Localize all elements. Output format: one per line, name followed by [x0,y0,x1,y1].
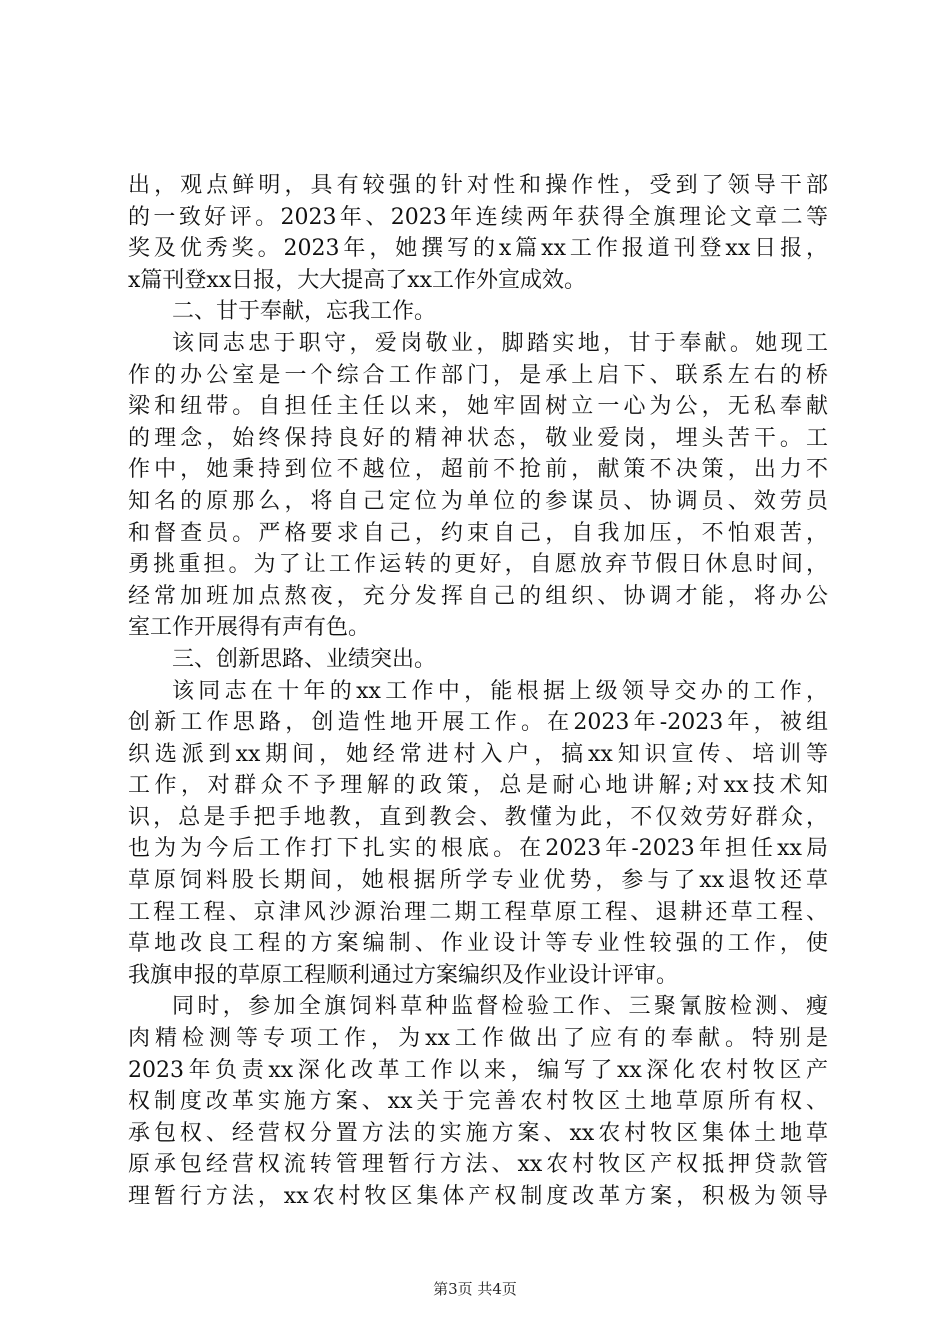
text-line: 工作，对群众不予理解的政策，总是耐心地讲解;对xx技术知 [128,773,828,799]
text-line: 出，观点鲜明，具有较强的针对性和操作性，受到了领导干部 [128,173,828,198]
text-line: 识，总是手把手地教，直到教会、教懂为此，不仅效劳好群众， [128,804,828,830]
text-line: 室工作开展得有声有色。 [128,615,371,641]
text-line: 勇挑重担。为了让工作运转的更好，自愿放弃节假日休息时间， [128,552,828,578]
text-line: 该同志在十年的xx工作中，能根据上级领导交办的工作， [172,678,828,704]
section-heading: 三、创新思路、业绩突出。 [172,646,437,672]
text-line: 梁和纽带。自担任主任以来，她牢固树立一心为公，无私奉献 [128,394,828,420]
text-line: 2023年负责xx深化改革工作以来，编写了xx深化农村牧区产 [128,1057,828,1083]
text-line: 工程工程、京津风沙源治理二期工程草原工程、退耕还草工程、 [128,899,828,925]
text-line: 知名的原那么，将自己定位为单位的参谋员、协调员、效劳员 [128,488,828,514]
text-line: 创新工作思路，创造性地开展工作。在2023年-2023年，被组 [128,710,828,736]
text-line: 我旗申报的草原工程顺利通过方案编织及作业设计评审。 [128,962,679,988]
text-line: 同时，参加全旗饲料草种监督检验工作、三聚氰胺检测、瘦 [172,994,828,1020]
text-line: 草地改良工程的方案编制、作业设计等专业性较强的工作，使 [128,931,828,957]
text-line: 的理念，始终保持良好的精神状态，敬业爱岗，埋头苦干。工 [128,425,828,451]
document-body [128,170,828,1213]
text-line: 肉精检测等专项工作，为xx工作做出了应有的奉献。特别是 [128,1026,828,1052]
text-line: 作中，她秉持到位不越位，超前不抢前，献策不决策，出力不 [128,457,828,483]
text-line: 和督查员。严格要求自己，约束自己，自我加压，不怕艰苦， [128,520,828,546]
text-line: 织选派到xx期间，她经常进村入户，搞xx知识宣传、培训等 [128,741,828,767]
text-line: 承包权、经营权分置方法的实施方案、xx农村牧区集体土地草 [128,1120,828,1146]
section-heading: 二、甘于奉献，忘我工作。 [172,299,437,325]
text-line: 奖及优秀奖。2023年，她撰写的x篇xx工作报道刊登xx日报， [128,236,828,262]
text-line: 经常加班加点熬夜，充分发挥自己的组织、协调才能，将办公 [128,583,828,609]
text-line: 理暂行方法，xx农村牧区集体产权制度改革方案，积极为领导 [128,1184,828,1209]
text-line: x篇刊登xx日报，大大提高了xx工作外宣成效。 [128,267,587,293]
text-line: 原承包经营权流转管理暂行方法、xx农村牧区产权抵押贷款管 [128,1152,828,1178]
text-line: 权制度改革实施方案、xx关于完善农村牧区土地草原所有权、 [128,1089,828,1115]
text-line: 作的办公室是一个综合工作部门，是承上启下、联系左右的桥 [128,362,828,388]
text-line: 的一致好评。2023年、2023年连续两年获得全旗理论文章二等 [128,204,828,230]
page-number-footer: 第3页 共4页 [433,1280,517,1298]
text-line: 草原饲料股长期间，她根据所学专业优势，参与了xx退牧还草 [128,868,828,894]
text-line: 该同志忠于职守，爱岗敬业，脚踏实地，甘于奉献。她现工 [172,330,828,356]
text-line: 也为为今后工作打下扎实的根底。在2023年-2023年担任xx局 [128,836,828,862]
